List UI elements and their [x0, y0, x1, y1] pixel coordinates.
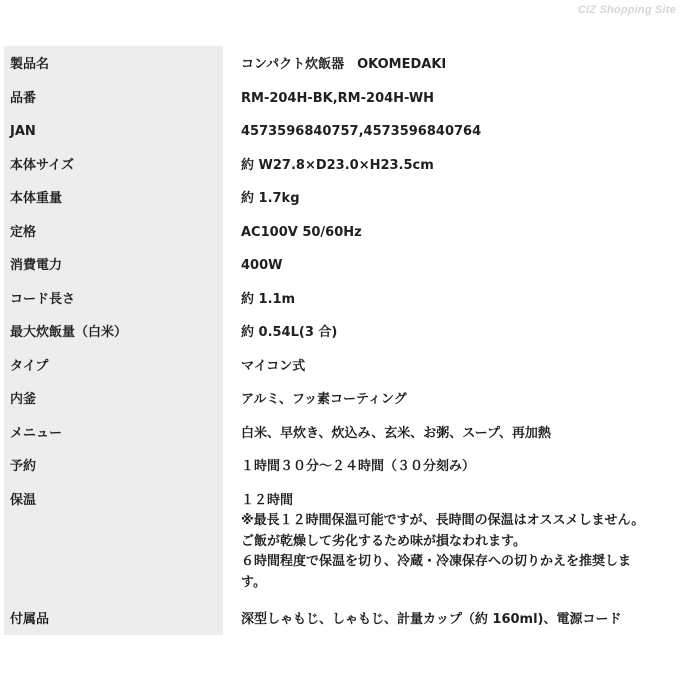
spec-value-line: 白米、早炊き、炊込み、玄米、お粥、スープ、再加熱 — [241, 425, 551, 441]
spec-value-line: す。 — [241, 574, 266, 590]
spec-label: メニュー — [4, 415, 223, 449]
spec-label: JAN — [4, 113, 223, 147]
spec-row — [4, 80, 673, 114]
spec-value-line: １２時間 — [241, 492, 294, 508]
spec-label: コード長さ — [4, 281, 223, 315]
spec-value-line: 約 W27.8×D23.0×H23.5cm — [241, 157, 434, 173]
spec-table — [4, 46, 673, 635]
spec-label: タイプ — [4, 348, 223, 382]
spec-row — [4, 281, 673, 315]
spec-value — [223, 147, 673, 181]
spec-row — [4, 247, 673, 281]
spec-value-line: １時間３０分～２４時間（３０分刻み） — [241, 459, 476, 474]
spec-value-line: マイコン式 — [241, 358, 306, 374]
spec-value-line: RM-204H-BK,RM-204H-WH — [241, 90, 435, 106]
spec-value-line: ※最長１２時間保温可能ですが、長時間の保温はオススメしません。 — [241, 513, 645, 528]
spec-value-line: AC100V 50/60Hz — [241, 224, 362, 240]
spec-value — [223, 46, 673, 80]
spec-label: 本体サイズ — [4, 147, 223, 181]
spec-value — [223, 314, 673, 348]
spec-row — [4, 46, 673, 80]
spec-row — [4, 448, 673, 482]
spec-value — [223, 281, 673, 315]
spec-value — [223, 381, 673, 415]
spec-value-line: 深型しゃもじ、しゃもじ、計量カップ（約 160ml)、電源コード — [241, 612, 622, 627]
spec-row — [4, 482, 673, 602]
spec-value-line: ご飯が乾燥して劣化するため味が損なわれます。 — [241, 533, 526, 549]
spec-value — [223, 601, 673, 635]
spec-row — [4, 180, 673, 214]
spec-label: 付属品 — [4, 601, 223, 635]
spec-value-line: ６時間程度で保温を切り、冷蔵・冷凍保存への切りかえを推奨しま — [241, 554, 632, 569]
spec-value — [223, 113, 673, 147]
spec-row — [4, 381, 673, 415]
spec-row — [4, 314, 673, 348]
spec-table-body — [4, 46, 673, 635]
spec-value-line: 約 0.54L(3 合) — [241, 325, 338, 340]
spec-label: 保温 — [4, 482, 223, 602]
spec-value-line: 約 1.7kg — [241, 191, 300, 206]
spec-value — [223, 448, 673, 482]
spec-label: 予約 — [4, 448, 223, 482]
spec-value — [223, 247, 673, 281]
spec-row — [4, 348, 673, 382]
spec-value — [223, 415, 673, 449]
watermark: CIZ Shopping Site — [577, 4, 676, 16]
spec-value-line: 4573596840757,4573596840764 — [241, 124, 482, 139]
spec-label: 消費電力 — [4, 247, 223, 281]
spec-value-line: 400W — [241, 258, 283, 273]
spec-label: 定格 — [4, 214, 223, 248]
spec-label: 製品名 — [4, 46, 223, 80]
spec-row — [4, 147, 673, 181]
spec-row — [4, 415, 673, 449]
spec-value-line: アルミ、フッ素コーティング — [241, 392, 407, 407]
spec-value — [223, 180, 673, 214]
spec-row — [4, 113, 673, 147]
spec-label: 内釜 — [4, 381, 223, 415]
spec-row — [4, 601, 673, 635]
spec-value — [223, 80, 673, 114]
spec-label: 最大炊飯量（白米） — [4, 314, 223, 348]
spec-value — [223, 482, 673, 602]
spec-value-line: コンパクト炊飯器 OKOMEDAKI — [241, 57, 447, 72]
spec-row — [4, 214, 673, 248]
spec-value — [223, 348, 673, 382]
spec-value-line: 約 1.1m — [241, 291, 296, 307]
spec-value — [223, 214, 673, 248]
spec-label: 本体重量 — [4, 180, 223, 214]
spec-label: 品番 — [4, 80, 223, 114]
